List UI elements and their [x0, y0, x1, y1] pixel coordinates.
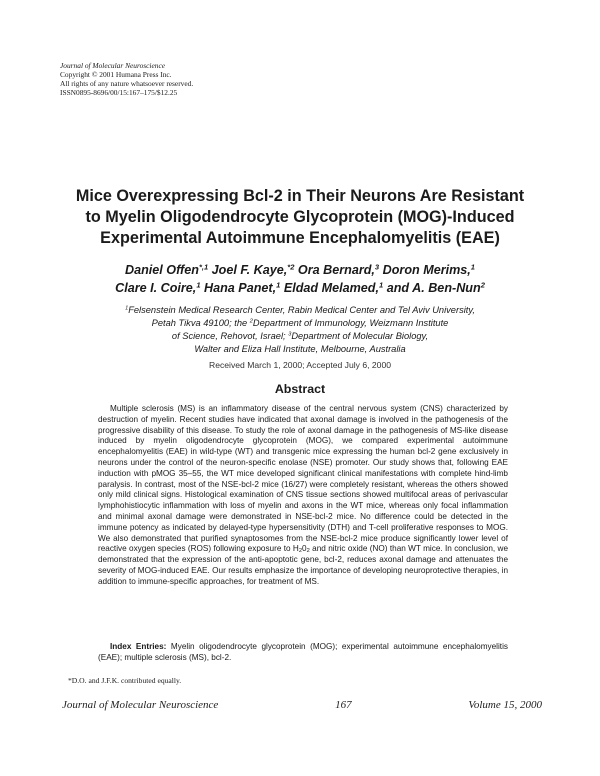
affil-line: Department of Immunology, Weizmann Institute [252, 318, 449, 328]
footnote: *D.O. and J.F.K. contributed equally. [68, 676, 182, 685]
author-affil-mark: 2 [480, 279, 485, 289]
abstract-text: and nitric oxide (NO) than WT mice. In conclusion, we demonstrated that the expression of the anti-apoptotic gene, bcl-2, reduces axonal damage and attenuates the severity of MOG-induced EAE. Our results emphasize the importance of developing neuroprotective therapies, in addition to immune-specific approaches, for treatment of MS. [98, 544, 509, 586]
index-entries [98, 642, 508, 664]
header-rights: All rights of any nature whatsoever reserved. [60, 79, 194, 88]
received-dates: Received March 1, 2000; Accepted July 6, 2000 [208, 360, 391, 370]
affil-mark: 2 [249, 318, 253, 325]
footer-volume: Volume 15, 2000 [468, 699, 542, 711]
subscript: 2 [298, 548, 303, 555]
title-line: Mice Overexpressing Bcl-2 in Their Neurons Are Resistant [75, 187, 525, 205]
affil-line: Walter and Eliza Hall Institute, Melbourne, Australia [194, 344, 406, 354]
author-name: Eldad Melamed, [283, 280, 379, 295]
author-name: Doron Merims, [382, 263, 471, 277]
index-entries-label: Index Entries: [110, 642, 167, 651]
affiliations [0, 304, 600, 356]
abstract-body [98, 404, 508, 588]
author-affil-mark: 1 [379, 279, 384, 289]
author-name: and A. Ben-Nun [386, 280, 481, 295]
subscript: 2 [306, 548, 310, 555]
author-affil-mark: 1 [470, 262, 475, 272]
author-affil-mark: 3 [374, 262, 380, 272]
title-line: Experimental Autoimmune Encephalomyelitis (EAE) [100, 229, 500, 247]
author-affil-mark: *2 [287, 262, 295, 272]
author-name: Ora Bernard, [297, 263, 375, 277]
abstract-text: 0 [302, 544, 307, 554]
author-affil-mark: 1 [276, 279, 281, 289]
index-entries-text: Myelin oligodendrocyte glycoprotein (MOG); experimental autoimmune encephalomyelitis (EAE); multiple sclerosis (MS), bcl-2. [98, 642, 508, 662]
page-footer [62, 698, 542, 712]
page-number: 167 [335, 699, 352, 711]
header-journal-name: Journal of Molecular Neuroscience [60, 61, 166, 70]
article-title [0, 186, 600, 249]
affil-line: Petah Tikva 49100; the [151, 318, 250, 328]
title-line: to Myelin Oligodendrocyte Glycoprotein (MOG)-Induced [85, 208, 515, 226]
author-name: Hana Panet, [204, 280, 277, 295]
journal-header [60, 61, 193, 97]
header-copyright: Copyright © 2001 Humana Press Inc. [60, 70, 172, 79]
author-list [0, 262, 600, 297]
author-affil-mark: *,1 [198, 262, 209, 272]
author-name: Joel F. Kaye, [211, 263, 288, 277]
affil-mark: 3 [288, 331, 292, 338]
abstract-heading: Abstract [274, 382, 326, 396]
author-affil-mark: 1 [196, 279, 201, 289]
abstract-text: Multiple sclerosis (MS) is an inflammatory disease of the central nervous system (CNS) characterized by destruction of myelin. Recent studies have indicated that axonal damage is involved in the pathogenesis of the progressive disability of this disease. To study the role of axonal damage in the pathogenesis of MS-like disease induced by myelin oligodendrocyte glycoprotein (MOG), we compared experimental autoimmune encephalomyelitis (EAE) in wild-type (WT) and transgenic mice expressing the human bcl-2 gene exclusively in neurons under the control of the neuron-specific enolase (NSE) promoter. Our study shows that, following EAE induction with pMOG 35–55, the WT mice developed significant clinical manifestations with complete hind-limb paralysis. In contrast, most of the NSE-bcl-2 mice (16/27) were completely resistant, whereas the others showed only mild clinical signs. Histological examination of CNS tissue sections showed multifocal areas of perivascular lymphohistiocytic inflammation with loss of myelin and axons in the WT mice, whereas only focal inflammation and minimal axonal damage were demonstrated in NSE-bcl-2 mice. No difference could be detected in the immune potency as indicated by delayed-type hypersensitivity (DTH) and T-cell proliferative responses to MOG. We also demonstrated that purified synaptosomes from the NSE-bcl-2 mice produce significantly lower level of reactive oxygen species (ROS) following exposure to H [98, 404, 508, 554]
affil-line: Department of Molecular Biology, [291, 331, 429, 341]
footer-journal: Journal of Molecular Neuroscience [62, 699, 219, 711]
affil-line: Felsenstein Medical Research Center, Rabin Medical Center and Tel Aviv University, [128, 305, 475, 315]
author-name: Daniel Offen [124, 263, 199, 277]
affil-line: of Science, Rehovot, Israel; [171, 331, 289, 341]
header-issn: ISSN0895-8696/00/15:167–175/$12.25 [60, 88, 178, 97]
affil-mark: 1 [125, 305, 129, 312]
author-name: Clare I. Coire, [115, 280, 197, 295]
